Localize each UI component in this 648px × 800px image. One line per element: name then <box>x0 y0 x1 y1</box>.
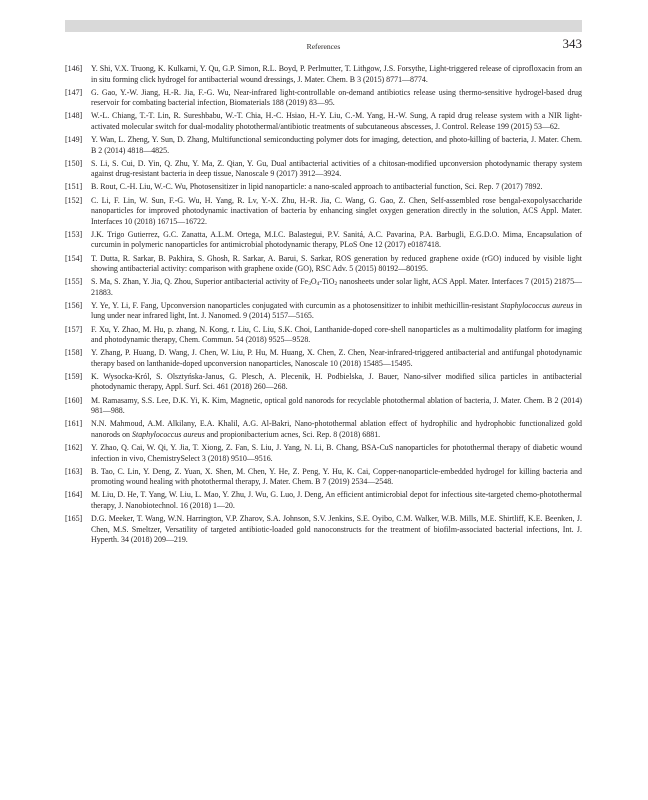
reference-text: J.K. Trigo Gutierrez, G.C. Zanatta, A.L.M. Ortega, M.I.C. Balastegui, P.V. Sanitá, A.C. Pavarina, P.A. Barbugli, E.G.D.O. Mima, Encapsulation of curcumin in polymeric nanoparticles for antimicrobial photodynamic therapy, PLoS One 12 (2017) e0187418. <box>91 229 582 250</box>
header-bar <box>65 20 582 32</box>
reference-number: [160] <box>65 395 83 405</box>
reference-item <box>65 372 582 393</box>
reference-item <box>65 196 582 228</box>
reference-text: N.N. Mahmoud, A.M. Alkilany, E.A. Khalil, A.G. Al-Bakri, Nano-photothermal ablation effect of hydrophilic and hydrophobic functionalized gold nanorods on Staphylococcus aureus and propionibacterium acnes, Sci. Rep. 8 (2018) 6881. <box>91 419 582 439</box>
reference-text: W.-L. Chiang, T.-T. Lin, R. Sureshbabu, W.-T. Chia, H.-C. Hsiao, H.-Y. Liu, C.-M. Yang, H.-W. Sung, A rapid drug release system with a NIR light-activated molecular switch for dual-modality photothermal/antibiotic treatments of subcutaneous abscesses, J. Control. Release 199 (2015) 53—62. <box>91 111 582 131</box>
reference-number: [151] <box>65 182 83 192</box>
reference-item <box>65 64 582 85</box>
reference-number: [163] <box>65 466 83 476</box>
running-title: References <box>306 42 341 51</box>
reference-number: [153] <box>65 229 83 239</box>
reference-item <box>65 182 582 193</box>
reference-text: B. Rout, C.-H. Liu, W.-C. Wu, Photosensitizer in lipid nanoparticle: a nano-scaled approach to antibacterial function, Sci. Rep. 7 (2017) 7892. <box>91 182 543 192</box>
reference-text: Y. Zhang, P. Huang, D. Wang, J. Chen, W. Liu, P. Hu, M. Huang, X. Chen, Z. Chen, Near-infrared-triggered antibacterial and antifungal photodynamic therapy based on lanthanide-doped upconversion nanoparticles, Nanoscale 10 (2018) 15485—15495. <box>91 348 582 368</box>
reference-text: M. Liu, D. He, T. Yang, W. Liu, L. Mao, Y. Zhu, J. Wu, G. Luo, J. Deng, An efficient antimicrobial depot for infectious site-targeted chemo-photothermal therapy, J. Nanobiotechnol. 16 (2018) 1—20. <box>91 490 582 510</box>
species-name: Staphylococcus aureus <box>500 300 574 310</box>
reference-item <box>65 88 582 109</box>
reference-item <box>65 490 582 511</box>
reference-item <box>65 348 582 369</box>
reference-number: [146] <box>65 64 83 73</box>
reference-item <box>65 443 582 464</box>
reference-number: [150] <box>65 158 83 168</box>
reference-text: S. Ma, S. Zhan, Y. Jia, Q. Zhou, Superior antibacterial activity of $Fe_3O_4-TiO_2$ nanosheets under solar light, ACS Appl. Mater. Interfaces 7 (2015) 21875—21883. <box>91 277 582 297</box>
reference-text: Y. Wan, L. Zheng, Y. Sun, D. Zhang, Multifunctional semiconducting polymer dots for imaging, detection, and photo-killing of bacteria, J. Mater. Chem. B 2 (2014) 4818—4825. <box>91 135 582 155</box>
reference-number: [154] <box>65 253 83 263</box>
reference-number: [149] <box>65 135 83 145</box>
reference-item <box>65 301 582 322</box>
reference-item <box>65 135 582 156</box>
page-number: 343 <box>562 36 582 51</box>
reference-text: Y. Ye, Y. Li, F. Fang, Upconversion nanoparticles conjugated with curcumin as a photosensitizer to inhibit methicillin-resistant Staphylococcus aureus in lung under near infrared light, Int. J. Nanomed. 9 (2014) 5157—5165. <box>91 300 582 321</box>
reference-item <box>65 419 582 440</box>
reference-text: T. Dutta, R. Sarkar, B. Pakhira, S. Ghosh, R. Sarkar, A. Barui, S. Sarkar, ROS generation by reduced graphene oxide (rGO) induced by visible light showing antibacterial activity: comparison with graphene oxide (GO), RSC Adv. 5 (2015) 80192—80195. <box>91 253 582 274</box>
reference-number: [156] <box>65 300 83 310</box>
reference-text: B. Tao, C. Lin, Y. Deng, Z. Yuan, X. Shen, M. Chen, Y. He, Z. Peng, Y. Hu, K. Cai, Copper-nanoparticle-embedded hydrogel for killing bacteria and promoting wound healing with photothermal therapy, J. Mater. Chem. B 7 (2019) 2534—2548. <box>91 466 582 487</box>
reference-item <box>65 111 582 132</box>
reference-text: D.G. Meeker, T. Wang, W.N. Harrington, V.P. Zharov, S.A. Johnson, S.V. Jenkins, S.E. Oyibo, C.M. Walker, W.B. Mills, M.E. Shirtliff, K.E. Beenken, J. Chen, M.S. Smeltzer, Versatility of targeted antibiotic-loaded gold nanoconstructs for the treatment of biofilm-associated bacterial infections, Int. J. Hyperth. 34 (2018) 209—219. <box>91 514 582 545</box>
reference-number: [162] <box>65 443 83 452</box>
reference-number: [158] <box>65 348 83 358</box>
reference-list <box>65 64 582 548</box>
reference-text: F. Xu, Y. Zhao, M. Hu, p. zhang, N. Kong, r. Liu, C. Liu, S.K. Choi, Lanthanide-doped core-shell nanoparticles as a multimodality platform for imaging and photodynamic therapy, Chem. Commun. 54 (2018) 9525—9528. <box>91 324 582 345</box>
reference-text: M. Ramasamy, S.S. Lee, D.K. Yi, K. Kim, Magnetic, optical gold nanorods for recyclable photothermal ablation of bacteria, J. Mater. Chem. B 2 (2014) 981—988. <box>91 395 582 416</box>
reference-number: [147] <box>65 87 83 97</box>
reference-number: [148] <box>65 111 83 121</box>
species-name: Staphylococcus aureus <box>132 429 205 439</box>
reference-text: K. Wysocka-Król, S. Olsztyńska-Janus, G. Plesch, A. Plecenik, H. Podbielska, J. Bauer, Nano-silver modified silica particles in antibacterial photodynamic therapy, Appl. Surf. Sci. 461 (2018) 260—268. <box>91 371 582 392</box>
reference-item <box>65 277 582 298</box>
reference-item <box>65 254 582 275</box>
reference-item <box>65 467 582 488</box>
reference-item <box>65 159 582 180</box>
reference-text: G. Gao, Y.-W. Jiang, H.-R. Jia, F.-G. Wu, Near-infrared light-controllable on-demand antibiotics release using thermo-sensitive hydrogel-based drug reservoir for combating bacterial infection, Biomaterials 188 (2019) 83—95. <box>91 87 582 108</box>
reference-item <box>65 325 582 346</box>
reference-item <box>65 514 582 546</box>
reference-number: [155] <box>65 277 83 287</box>
reference-number: [157] <box>65 324 83 334</box>
reference-number: [159] <box>65 371 83 381</box>
reference-number: [165] <box>65 514 83 524</box>
reference-text: Y. Shi, V.X. Truong, K. Kulkarni, Y. Qu, G.P. Simon, R.L. Boyd, P. Perlmutter, T. Lithgow, J.S. Forsythe, Light-triggered release of ciprofloxacin from an in situ forming click hydrogel for antibacterial wound dressings, J. Mater. Chem. B 3 (2015) 8771—8774. <box>91 64 582 84</box>
reference-number: [164] <box>65 490 83 500</box>
reference-text: C. Li, F. Lin, W. Sun, F.-G. Wu, H. Yang, R. Lv, Y.-X. Zhu, H.-R. Jia, C. Wang, G. Gao, Z. Chen, Self-assembled rose bengal-exopolysaccharide nanoparticles for improved photodynamic inactivation of bacteria by enhancing singlet oxygen generation directly in the solution, ACS Appl. Mater. Interfaces 10 (2018) 16715—16722. <box>91 195 582 226</box>
reference-number: [152] <box>65 195 83 205</box>
reference-number: [161] <box>65 419 83 429</box>
reference-item <box>65 230 582 251</box>
reference-text: Y. Zhao, Q. Cai, W. Qi, Y. Jia, T. Xiong, Z. Fan, S. Liu, J. Yang, N. Li, B. Chang, BSA-CuS nanoparticles for photothermal therapy of diabetic wound infection in vivo, ChemistrySelect 3 (2018) 9510—9516. <box>91 443 582 463</box>
reference-text: S. Li, S. Cui, D. Yin, Q. Zhu, Y. Ma, Z. Qian, Y. Gu, Dual antibacterial activities of a chitosan-modified upconversion photodynamic therapy system against drug-resistant bacteria in deep tissue, Nanoscale 9 (2017) 3912—3924. <box>91 158 582 179</box>
page-header <box>65 36 582 56</box>
reference-item <box>65 396 582 417</box>
